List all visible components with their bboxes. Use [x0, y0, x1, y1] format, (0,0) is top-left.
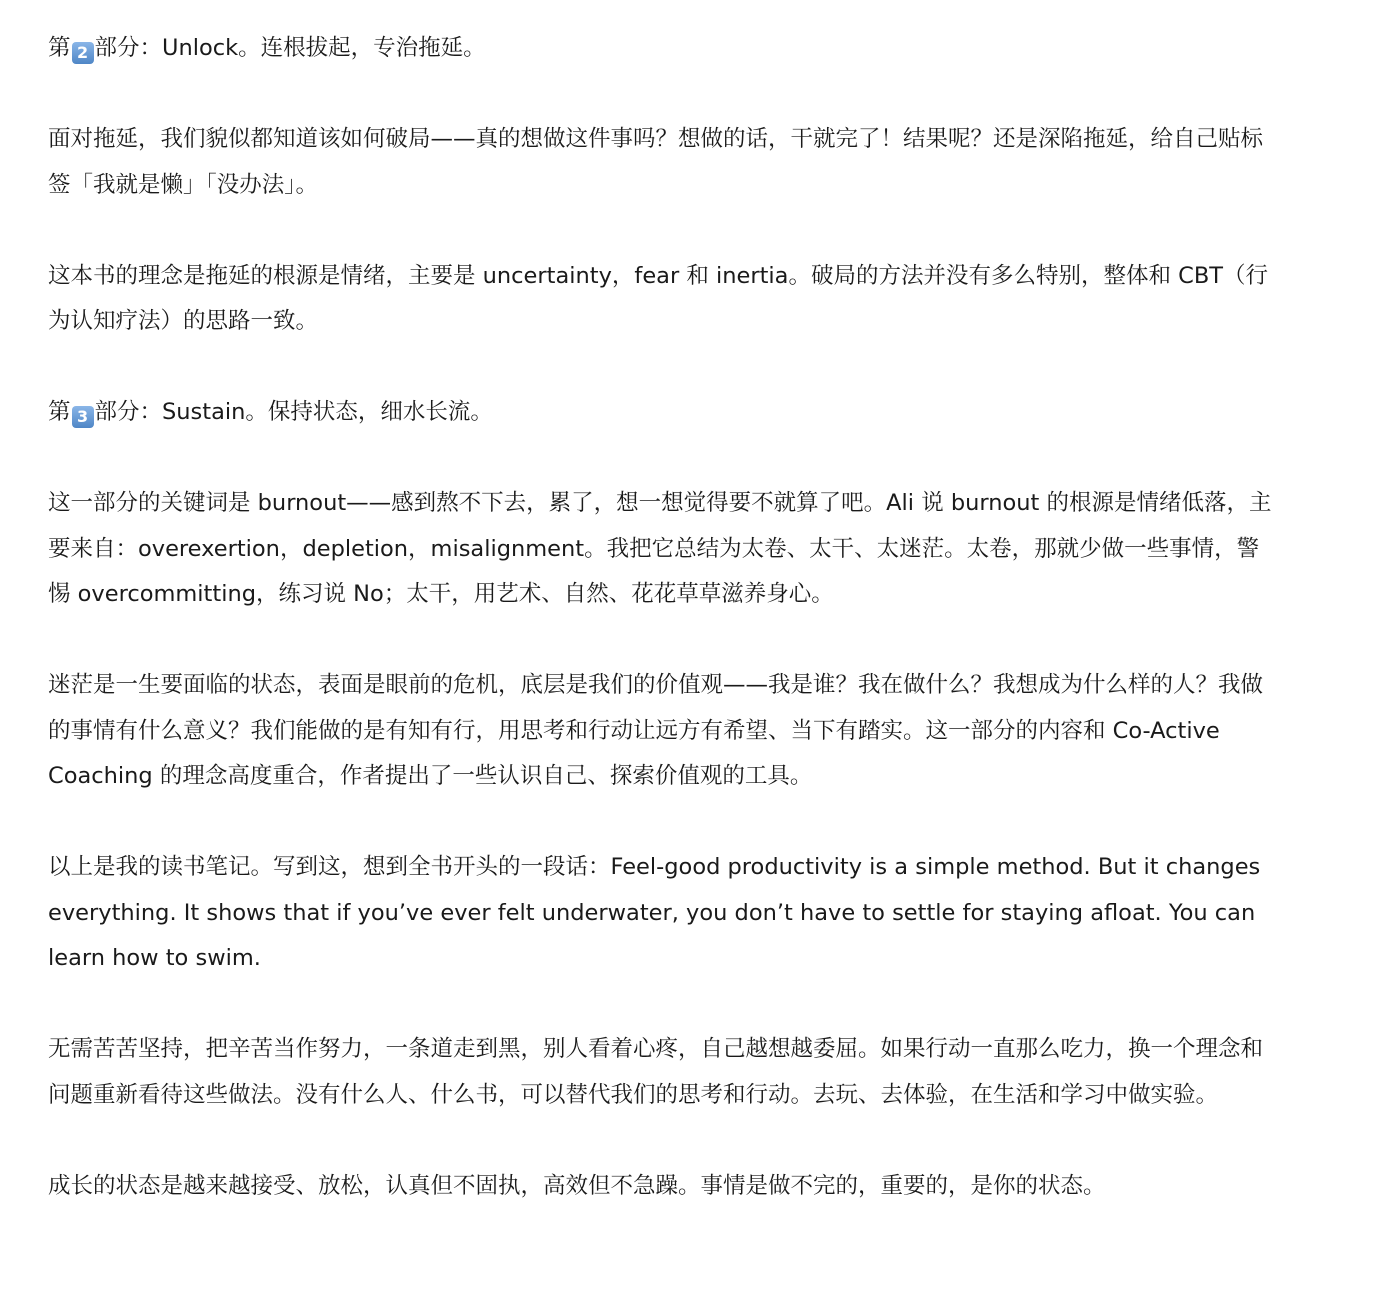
- paragraph-text: 部分：Unlock。连根拔起，专治拖延。: [94, 35, 486, 61]
- paragraph-spacer: [48, 345, 1273, 391]
- paragraph-text: 部分：Sustain。保持状态，细水长流。: [94, 399, 493, 425]
- paragraph-spacer: [48, 1118, 1273, 1164]
- paragraph-part-2-heading: [48, 26, 1273, 72]
- paragraph-spacer: [48, 208, 1273, 254]
- paragraph-spacer: [48, 72, 1273, 118]
- paragraph-book-concept: 这本书的理念是拖延的根源是情绪，主要是 uncertainty，fear 和 inertia。破局的方法并没有多么特别，整体和 CBT（行为认知疗法）的思路一致。: [48, 262, 1269, 334]
- paragraph-no-struggle: 无需苦苦坚持，把辛苦当作努力，一条道走到黑，别人看着心疼，自己越想越委屈。如果行动一直那么吃力，换一个理念和问题重新看待这些做法。没有什么人、什么书，可以替代我们的思考和行动。去玩、去体验，在生活和学习中做实验。: [48, 1036, 1264, 1108]
- paragraph-spacer: [48, 800, 1273, 846]
- number-2-badge-icon: 2: [72, 42, 94, 64]
- paragraph-growth-state: 成长的状态是越来越接受、放松，认真但不固执，高效但不急躁。事情是做不完的，重要的，是你的状态。: [48, 1172, 1106, 1199]
- paragraph-burnout: 这一部分的关键词是 burnout——感到熬不下去，累了，想一想觉得要不就算了吧。Ali 说 burnout 的根源是情绪低落，主要来自：overexertion，depletion，misalignment。我把它总结为太卷、太干、太迷茫。太卷，那就少做一些事情，警惕 overcommitting，练习说 No；太干，用艺术、自然、花花草草滋养身心。: [48, 490, 1272, 607]
- paragraph-spacer: [48, 436, 1273, 482]
- paragraph-part-3-heading: [48, 390, 1273, 436]
- paragraph-prefix: 第: [48, 399, 71, 425]
- paragraph-spacer: [48, 982, 1273, 1028]
- paragraph-prefix: 第: [48, 35, 71, 61]
- article-body: [48, 0, 1273, 1209]
- paragraph-spacer: [48, 618, 1273, 664]
- number-3-badge-icon: 3: [72, 406, 94, 428]
- paragraph-confusion: 迷茫是一生要面临的状态，表面是眼前的危机，底层是我们的价值观——我是谁？我在做什么？我想成为什么样的人？我做的事情有什么意义？我们能做的是有知有行，用思考和行动让远方有希望、当下有踏实。这一部分的内容和 Co-Active Coaching 的理念高度重合，作者提出了一些认识自己、探索价值观的工具。: [48, 672, 1264, 789]
- paragraph-procrastination: 面对拖延，我们貌似都知道该如何破局——真的想做这件事吗？想做的话，干就完了！结果呢？还是深陷拖延，给自己贴标签「我就是懒」「没办法」。: [48, 126, 1264, 198]
- paragraph-reading-notes: 以上是我的读书笔记。写到这，想到全书开头的一段话：Feel-good productivity is a simple method. But it changes everything. It shows that if you’ve ever felt underwater, you don’t have to settle for staying afloat. You can learn how to swim.: [48, 854, 1261, 971]
